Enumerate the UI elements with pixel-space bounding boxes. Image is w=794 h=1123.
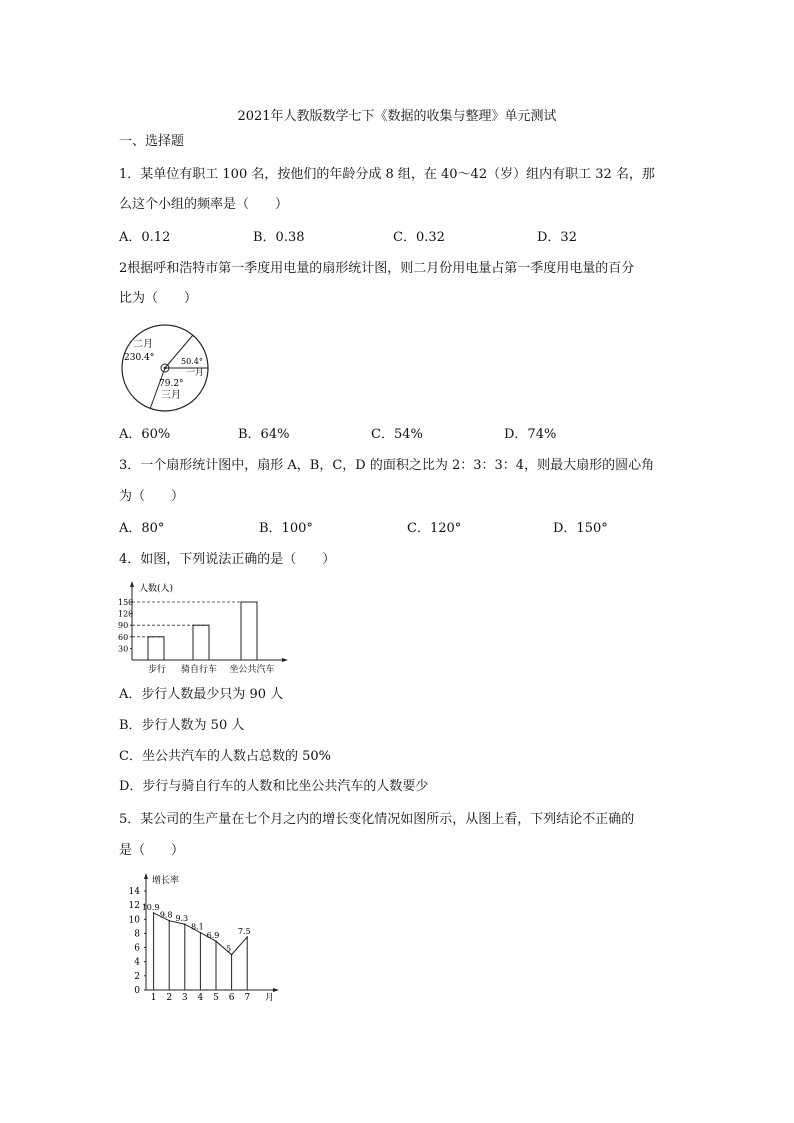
question-1-option-c: C．0.32 xyxy=(393,230,445,245)
bar-chart-category-label: 骑自行车 xyxy=(180,665,218,674)
question-3-line-2: 为（ ） xyxy=(119,489,185,504)
line-chart-data-label: 7.5 xyxy=(237,926,251,936)
line-chart-y-arrow xyxy=(144,873,148,879)
line-chart-x-tick: 2 xyxy=(166,993,173,1003)
page-title: 2021年人教版数学七下《数据的收集与整理》单元测试 xyxy=(237,109,557,124)
question-2-option-a: A．60% xyxy=(119,427,171,442)
bar-chart-y-label: 人数(人) xyxy=(139,584,174,594)
question-1-option-d: D．32 xyxy=(537,230,577,245)
line-chart-data-label: 9.3 xyxy=(175,914,189,924)
line-chart-x-tick: 7 xyxy=(244,993,251,1003)
line-chart-x-tick: 5 xyxy=(213,993,219,1003)
bar-chart-x-arrow xyxy=(282,658,288,662)
pie-label-january: 一月 xyxy=(186,368,205,378)
question-2-line-1: 2根据呼和浩特市第一季度用电量的扇形统计图，则二月份用电量占第一季度用电量的百分 xyxy=(119,261,635,276)
line-chart-point xyxy=(231,954,233,956)
pie-label-march-angle: 79.2° xyxy=(159,379,184,389)
bar-chart-y-tick: 120 xyxy=(118,609,134,619)
question-1-line-1: 1．某单位有职工 100 名，按他们的年龄分成 8 组，在 40～42（岁）组内有职工 32 名，那 xyxy=(119,167,655,182)
line-chart-x-tick: 1 xyxy=(150,993,157,1003)
pie-chart-figure xyxy=(115,318,215,418)
pie-label-january-angle: 50.4° xyxy=(181,357,203,366)
bar-chart-bar xyxy=(193,625,209,660)
question-4-line-1: 4．如图，下列说法正确的是（ ） xyxy=(119,552,336,567)
question-3-option-c: C．120° xyxy=(407,521,462,536)
line-chart xyxy=(113,870,288,1005)
question-5-line-1: 5．某公司的生产量在七个月之内的增长变化情况如图所示，从图上看，下列结论不正确的 xyxy=(119,812,635,827)
bar-chart xyxy=(115,578,290,674)
line-chart-y-tick: 2 xyxy=(134,971,140,982)
bar-chart-bar xyxy=(148,637,164,660)
line-chart-y-tick: 14 xyxy=(128,887,140,897)
pie-label-february: 二月 xyxy=(133,339,153,350)
question-3-option-a: A．80° xyxy=(119,521,165,536)
line-chart-x-label: 月 xyxy=(265,993,275,1003)
line-chart-point xyxy=(153,912,155,914)
line-chart-data-label: 9.8 xyxy=(159,910,173,920)
bar-chart-y-tick: 60 xyxy=(118,632,129,642)
line-chart-data-label: 8.1 xyxy=(191,922,204,932)
line-chart-x-tick: 4 xyxy=(197,993,204,1003)
question-2-option-c: C．54% xyxy=(371,427,423,442)
line-chart-point xyxy=(200,932,202,934)
line-chart-data-label: 6.9 xyxy=(206,931,220,941)
line-chart-y-tick: 4 xyxy=(134,957,140,968)
question-4-option-b: B．步行人数为 50 人 xyxy=(119,718,245,733)
bar-chart-bar xyxy=(241,602,257,660)
line-chart-data-label: 5 xyxy=(226,944,232,954)
line-chart-point xyxy=(168,920,170,922)
question-2-option-b: B．64% xyxy=(238,427,290,442)
bar-chart-category-label: 坐公共汽车 xyxy=(229,665,275,674)
line-chart-data-label: 10.9 xyxy=(141,902,160,912)
question-3-line-1: 3．一个扇形统计图中，扇形 A，B，C，D 的面积之比为 2：3：3：4，则最大扇形的圆心角 xyxy=(119,458,655,473)
bar-chart-y-tick: 30 xyxy=(118,644,129,654)
question-4-option-d: D．步行与骑自行车的人数和比坐公共汽车的人数要少 xyxy=(119,779,429,794)
bar-chart-y-arrow xyxy=(130,581,134,587)
bar-chart-y-tick: 150 xyxy=(118,598,134,607)
question-1-line-2: 么这个小组的频率是（ ） xyxy=(119,197,289,212)
question-4-option-a: A．步行人数最少只为 90 人 xyxy=(119,687,284,702)
line-chart-y-tick: 10 xyxy=(128,915,140,926)
question-1-option-a: A．0.12 xyxy=(119,230,171,245)
line-chart-x-tick: 6 xyxy=(228,993,235,1003)
question-3-option-d: D．150° xyxy=(553,521,608,536)
line-chart-y-tick: 8 xyxy=(134,929,140,940)
line-chart-point xyxy=(184,923,186,925)
line-chart-y-tick: 0 xyxy=(134,986,140,996)
question-3-option-b: B．100° xyxy=(259,521,313,536)
line-chart-x-arrow xyxy=(273,988,279,992)
question-1-option-b: B．0.38 xyxy=(253,230,305,245)
line-chart-point xyxy=(215,940,217,942)
section-heading: 一、选择题 xyxy=(119,134,185,149)
line-chart-y-tick: 12 xyxy=(128,901,140,912)
pie-label-march: 三月 xyxy=(161,390,181,401)
question-2-option-d: D．74% xyxy=(504,427,557,442)
bar-chart-y-tick: 90 xyxy=(118,621,129,631)
pie-label-february-angle: 230.4° xyxy=(124,353,155,363)
line-chart-y-tick: 6 xyxy=(134,943,140,954)
line-chart-x-tick: 3 xyxy=(181,993,188,1003)
line-chart-y-label: 增长率 xyxy=(152,876,180,886)
bar-chart-category-label: 步行 xyxy=(147,665,167,674)
question-2-line-2: 比为（ ） xyxy=(119,291,198,306)
line-chart-point xyxy=(246,936,248,938)
question-4-option-c: C．坐公共汽车的人数占总数的 50% xyxy=(119,749,331,764)
question-5-line-2: 是（ ） xyxy=(119,843,185,858)
